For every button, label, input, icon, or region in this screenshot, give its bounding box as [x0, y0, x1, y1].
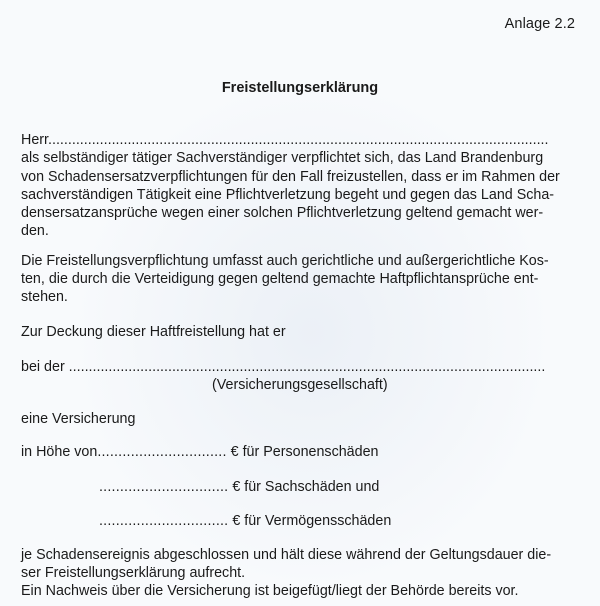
- amount-row-property: [99, 478, 379, 496]
- property-amount-label: € für Sachschäden und: [232, 479, 380, 495]
- amount-prefix: in Höhe von: [21, 444, 98, 460]
- insurer-field-line[interactable]: bei der ........................................................................................................................: [21, 359, 546, 375]
- financial-amount-label: € für Vermögensschäden: [232, 513, 392, 529]
- amount-row-financial: [99, 512, 391, 530]
- paragraph-2-line-3: stehen.: [21, 289, 68, 305]
- closing-line-2: ser Freistellungserklärung aufrecht.: [21, 565, 246, 581]
- paragraph-2-line-1: Die Freistellungsverpflichtung umfasst auch gerichtliche und außergerichtliche Kos-: [21, 253, 549, 269]
- document-title: Freistellungserklärung: [221, 80, 379, 96]
- name-field-line[interactable]: Herr..............................................................................................................................: [21, 132, 549, 148]
- property-amount-field[interactable]: ...............................: [99, 479, 229, 495]
- paragraph-1-line-6: den.: [21, 223, 49, 239]
- amount-row-personal: [21, 443, 378, 461]
- annex-label: Anlage 2.2: [504, 16, 575, 32]
- coverage-intro: Zur Deckung dieser Haftfreistellung hat er: [21, 324, 286, 340]
- insurer-caption: (Versicherungsgesellschaft): [212, 377, 388, 393]
- financial-amount-field[interactable]: ...............................: [99, 513, 229, 529]
- paragraph-1-line-5: densersatzansprüche wegen einer solchen Pflichtverletzung geltend gemacht wer-: [21, 205, 544, 221]
- closing-line-3: Ein Nachweis über die Versicherung ist beigefügt/liegt der Behörde bereits vor.: [21, 583, 519, 599]
- closing-line-1: je Schadensereignis abgeschlossen und hält diese während der Geltungsdauer die-: [21, 547, 552, 563]
- personal-amount-label: € für Personenschäden: [230, 444, 379, 460]
- paragraph-1-line-3: von Schadensersatzverpflichtungen für den Fall freizustellen, dass er im Rahmen der: [21, 169, 560, 185]
- insurance-label: eine Versicherung: [21, 411, 136, 427]
- paragraph-2-line-2: ten, die durch die Verteidigung gegen geltend gemachte Haftpflichtansprüche ent-: [21, 271, 539, 287]
- personal-amount-field[interactable]: ...............................: [97, 444, 227, 460]
- paragraph-1-line-4: sachverständigen Tätigkeit eine Pflichtverletzung begeht und gegen das Land Scha-: [21, 187, 555, 203]
- paragraph-1-line-2: als selbständiger tätiger Sachverständiger verpflichtet sich, das Land Brandenburg: [21, 150, 544, 166]
